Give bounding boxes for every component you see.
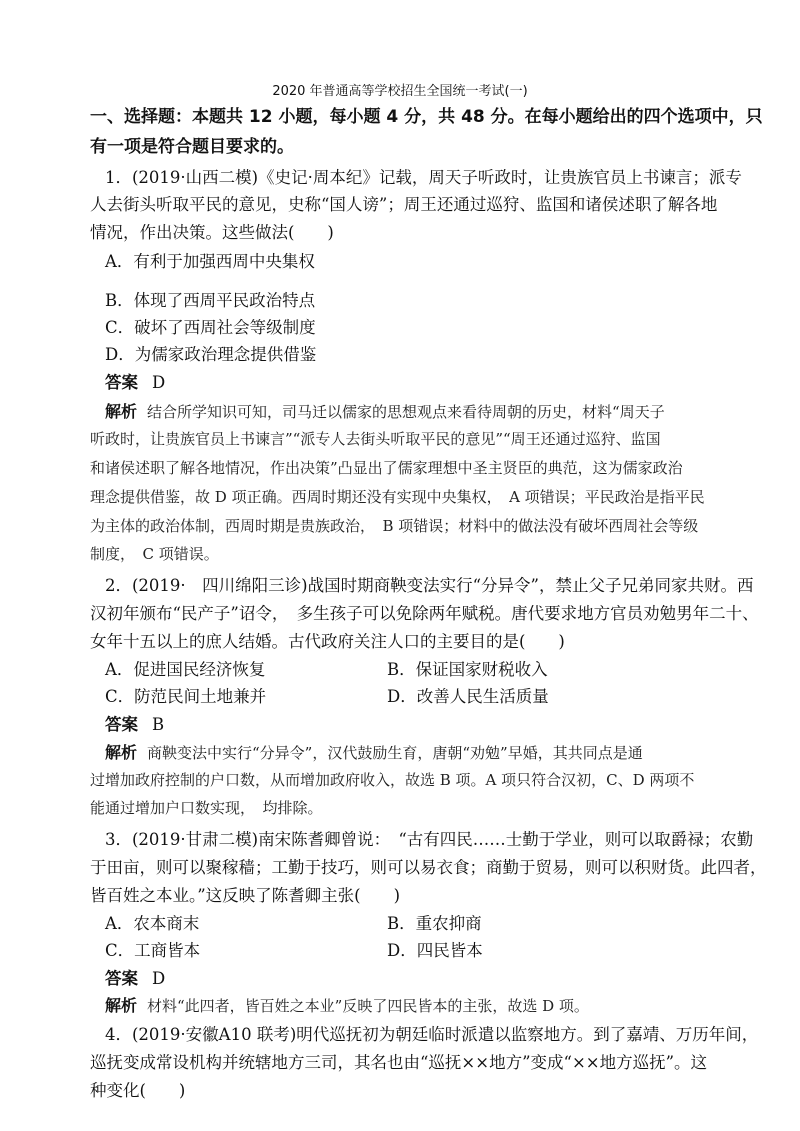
q2-stem-line-1: 2．(2019· 四川绵阳三诊)战国时期商鞅变法实行“分异令”，禁止父子兄弟同家共财。西 <box>105 576 754 595</box>
q1-explain-line-1 <box>105 399 665 422</box>
explain-text: 材料“此四者，皆百姓之本业”反映了四民皆本的主张，故选 D 项。 <box>147 997 589 1015</box>
q3-option-b: B．重农抑商 <box>387 914 482 933</box>
q1-explain-line-2: 听政时，让贵族官员上书谏言”“派专人去街头听取平民的意见”“周王还通过巡狩、监国 <box>90 430 661 448</box>
q3-stem-line-2: 于田亩，则可以聚稼穑；工勤于技巧，则可以易衣食；商勤于贸易，则可以积财货。此四者， <box>90 858 767 877</box>
explain-label: 解析 <box>105 743 138 762</box>
q2-explain-line-3: 能通过增加户口数实现， 均排除。 <box>90 799 323 817</box>
answer-label: 答案 <box>105 715 138 734</box>
q2-option-c: C．防范民间土地兼并 <box>105 687 267 706</box>
explain-label: 解析 <box>105 996 138 1015</box>
q3-option-c: C．工商皆本 <box>105 941 201 960</box>
q2-stem-line-2: 汉初年颁布“民产子”诏令， 多生孩子可以免除两年赋税。唐代要求地方官员劝勉男年二十、 <box>90 604 759 623</box>
q1-option-c: C．破坏了西周社会等级制度 <box>105 318 316 337</box>
explain-text: 结合所学知识可知，司马迁以儒家的思想观点来看待周朝的历史，材料“周天子 <box>147 403 665 421</box>
q4-stem-line-1: 4．(2019·安徽A10 联考)明代巡抚初为朝廷临时派遣以监察地方。到了嘉靖、万历年间， <box>105 1025 759 1044</box>
answer-value: D <box>152 969 166 988</box>
q1-stem-line-1: 1．(2019·山西二模)《史记·周本纪》记载，周天子听政时，让贵族官员上书谏言；派专 <box>105 168 742 187</box>
q1-explain-line-6: 制度， C 项错误。 <box>90 545 219 563</box>
q3-answer <box>105 965 165 989</box>
q1-stem-line-2: 人去街头听取平民的意见，史称“国人谤”；周王还通过巡狩、监国和诸侯述职了解各地 <box>90 195 718 214</box>
q3-explain-line-1 <box>105 993 589 1016</box>
q1-answer <box>105 369 165 393</box>
q2-option-a: A．促进国民经济恢复 <box>105 660 266 679</box>
q1-explain-line-3: 和诸侯述职了解各地情况，作出决策”凸显出了儒家理想中圣主贤臣的典范，这为儒家政治 <box>90 459 683 477</box>
q1-option-d: D．为儒家政治理念提供借鉴 <box>105 345 317 364</box>
q3-stem-line-1: 3．(2019·甘肃二模)南宋陈耆卿曾说： “古有四民……士勤于学业，则可以取爵禄；农勤 <box>105 830 754 849</box>
q2-answer <box>105 711 164 735</box>
q2-option-d: D．改善人民生活质量 <box>387 687 549 706</box>
q1-option-b: B．体现了西周平民政治特点 <box>105 291 316 310</box>
q2-explain-line-1 <box>105 740 643 763</box>
q2-option-b: B．保证国家财税收入 <box>387 660 548 679</box>
section-heading-line-1: 一、选择题：本题共 12 小题，每小题 4 分，共 48 分。在每小题给出的四个选项中，只 <box>90 107 763 127</box>
answer-label: 答案 <box>105 373 138 392</box>
answer-value: B <box>152 715 165 734</box>
answer-value: D <box>152 373 166 392</box>
q1-option-a: A．有利于加强西周中央集权 <box>105 252 315 271</box>
explain-label: 解析 <box>105 402 138 421</box>
q2-explain-line-2: 过增加政府控制的户口数，从而增加政府收入，故选 B 项。A 项只符合汉初，C、D 两项不 <box>90 771 695 789</box>
q3-stem-line-3: 皆百姓之本业。”这反映了陈耆卿主张( ) <box>90 886 401 905</box>
q3-option-a: A．农本商末 <box>105 914 200 933</box>
explain-text: 商鞅变法中实行“分异令”，汉代鼓励生育，唐朝“劝勉”早婚，其共同点是通 <box>147 744 643 762</box>
q3-option-d: D．四民皆本 <box>387 941 483 960</box>
answer-label: 答案 <box>105 969 138 988</box>
q1-explain-line-4: 理念提供借鉴，故 D 项正确。西周时期还没有实现中央集权， A 项错误；平民政治是指平民 <box>90 488 705 506</box>
q4-stem-line-3: 种变化( ) <box>90 1081 186 1100</box>
q2-stem-line-3: 女年十五以上的庶人结婚。古代政府关注人口的主要目的是( ) <box>90 632 565 651</box>
q1-explain-line-5: 为主体的政治体制，西周时期是贵族政治， B 项错误；材料中的做法没有破坏西周社会等级 <box>90 517 699 535</box>
q1-stem-line-3: 情况，作出决策。这些做法( ) <box>90 223 334 242</box>
exam-title: 2020 年普通高等学校招生全国统一考试(一) <box>272 84 528 99</box>
q4-stem-line-2: 巡抚变成常设机构并统辖地方三司，其名也由“巡抚××地方”变成“××地方巡抚”。这 <box>90 1053 708 1072</box>
section-heading-line-2: 有一项是符合题目要求的。 <box>90 137 294 157</box>
